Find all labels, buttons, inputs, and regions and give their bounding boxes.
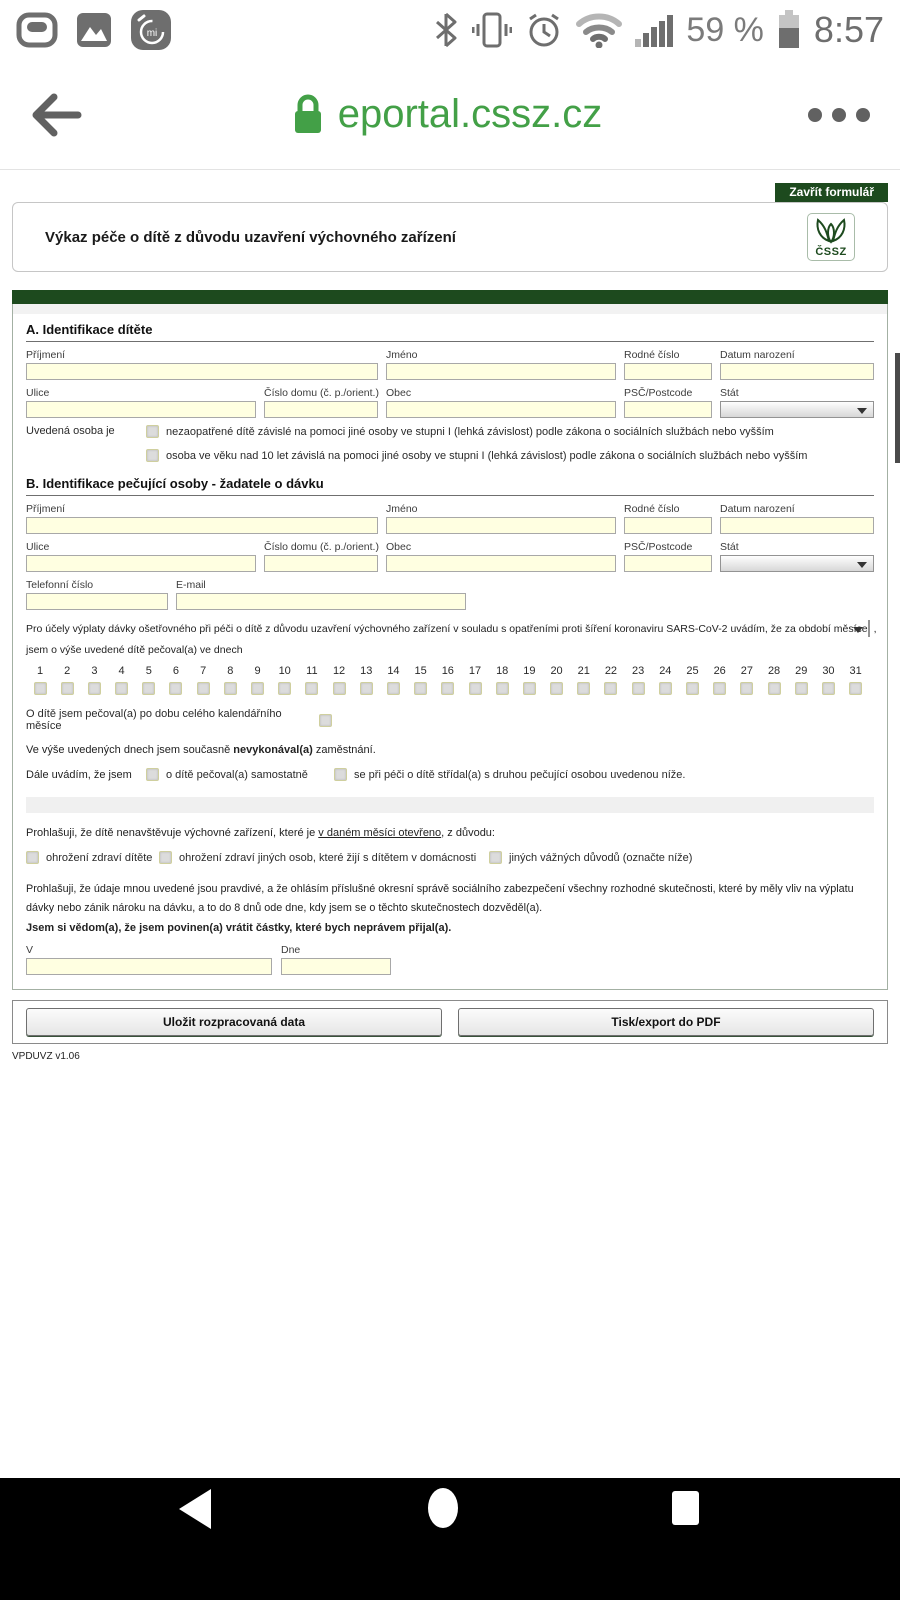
- no-work-suffix: zaměstnání.: [312, 744, 376, 756]
- checkbox-day-6[interactable]: [169, 682, 182, 695]
- day-number-27: 27: [740, 665, 753, 677]
- url-field[interactable]: [86, 92, 808, 137]
- label-email: E-mail: [176, 579, 206, 591]
- select-stat-a[interactable]: [720, 401, 874, 418]
- section-b-heading: B. Identifikace pečující osoby - žadatele o dávku: [26, 476, 874, 496]
- status-bar: [0, 0, 900, 60]
- checkbox-day-11[interactable]: [305, 682, 318, 695]
- label-prijmeni-b: Příjmení: [26, 503, 66, 515]
- clock-text: 8:57: [813, 9, 884, 50]
- day-number-18: 18: [496, 665, 509, 677]
- input-psc-b[interactable]: [624, 555, 712, 572]
- reason-option-2-label: ohrožení zdraví jiných osob, které žijí s dítětem v domácnosti: [179, 851, 477, 864]
- day-number-29: 29: [795, 665, 808, 677]
- checkbox-jinych-vaznych-duvodu[interactable]: [489, 851, 502, 864]
- label-obec-b: Obec: [386, 541, 412, 553]
- day-number-6: 6: [172, 665, 179, 677]
- care-period-intro-text: Pro účely výplaty dávky ošetřovného při péči o dítě z důvodu uzavření výchovného zařízení v souladu s opatřeními proti šíření koronaviru SARS-CoV-2 uvádím, že za období měsíce: [26, 622, 868, 635]
- checkbox-day-21[interactable]: [577, 682, 590, 695]
- label-rodne-cislo-a: Rodné číslo: [624, 349, 680, 361]
- input-dne[interactable]: [281, 958, 391, 975]
- label-jmeno-a: Jméno: [386, 349, 418, 361]
- day-number-9: 9: [254, 665, 261, 677]
- checkbox-stridal-s-druhou-osobou[interactable]: [334, 768, 347, 781]
- day-number-14: 14: [387, 665, 400, 677]
- gallery-notification-icon: [76, 12, 112, 48]
- day-number-12: 12: [332, 665, 346, 677]
- day-number-3: 3: [91, 665, 98, 677]
- label-stat-a: Stát: [720, 387, 739, 399]
- input-cislo-domu-a[interactable]: [264, 401, 378, 418]
- label-datum-narozeni-b: Datum narození: [720, 503, 795, 515]
- care-period-comma: ,: [873, 622, 877, 635]
- bluetooth-icon: [433, 11, 459, 49]
- checkbox-day-9[interactable]: [251, 682, 264, 695]
- no-work-bold: nevykonával(a): [233, 744, 313, 756]
- day-number-17: 17: [468, 665, 482, 677]
- page-scrollbar[interactable]: [895, 353, 900, 463]
- label-dne: Dne: [281, 943, 301, 956]
- day-number-31: 31: [849, 665, 862, 677]
- days-grid: [28, 665, 868, 695]
- whole-month-label: O dítě jsem pečoval(a) po dobu celého kalendářního měsíce: [26, 708, 282, 732]
- label-psc-b: PSČ/Postcode: [624, 541, 693, 553]
- day-number-10: 10: [278, 665, 291, 677]
- input-rodne-cislo-a[interactable]: [624, 363, 712, 380]
- vibrate-icon: [472, 11, 512, 49]
- reason-option-1-label: ohrožení zdraví dítěte: [46, 851, 153, 864]
- input-psc-a[interactable]: [624, 401, 712, 418]
- form-version-text: VPDUVZ v1.06: [12, 1050, 80, 1062]
- label-prijmeni-a: Příjmení: [26, 349, 66, 361]
- day-number-8: 8: [227, 665, 234, 677]
- checkbox-ohrozeni-zdravi-ditete[interactable]: [26, 851, 39, 864]
- checkbox-nezaopatrene-dite[interactable]: [146, 425, 159, 438]
- label-v: V: [26, 943, 34, 956]
- care-period-line2: jsem o výše uvedené dítě pečoval(a) ve dnech: [26, 644, 243, 656]
- checkbox-day-12[interactable]: [333, 682, 346, 695]
- checkbox-day-17[interactable]: [469, 682, 482, 695]
- input-datum-narozeni-b[interactable]: [720, 517, 874, 534]
- cssz-tulip-icon: [812, 218, 850, 246]
- day-number-24: 24: [659, 665, 672, 677]
- page-content: [0, 170, 900, 1062]
- no-work-prefix: Ve výše uvedených dnech jsem současně: [26, 744, 234, 756]
- android-navigation-bar: [0, 1478, 900, 1600]
- form-header-bar: [12, 290, 888, 304]
- checkbox-day-10[interactable]: [278, 682, 291, 695]
- checkbox-day-29[interactable]: [795, 682, 808, 695]
- reason-statement: [26, 827, 874, 839]
- day-number-13: 13: [360, 665, 373, 677]
- label-ulice-b: Ulice: [26, 541, 50, 553]
- mi-fit-notification-icon: [130, 9, 172, 51]
- day-number-5: 5: [145, 665, 152, 677]
- section-a-heading: A. Identifikace dítěte: [26, 322, 874, 342]
- browser-address-bar: [0, 60, 900, 170]
- reason-prefix: Prohlašuji, že dítě nenavštěvuje výchovné zařízení, které je: [26, 827, 319, 839]
- alarm-icon: [525, 11, 563, 49]
- checkbox-day-28[interactable]: [768, 682, 781, 695]
- actions-bar: [12, 1000, 888, 1044]
- checkbox-day-14[interactable]: [387, 682, 400, 695]
- url-text: eportal.cssz.cz: [337, 92, 603, 136]
- day-number-1: 1: [36, 665, 44, 677]
- print-export-pdf-button[interactable]: Tisk/export do PDF: [458, 1008, 874, 1036]
- save-draft-button[interactable]: Uložit rozpracovaná data: [26, 1008, 442, 1036]
- no-work-statement: [26, 744, 874, 756]
- select-month[interactable]: [868, 620, 870, 637]
- final-declaration-text: Prohlašuji, že údaje mnou uvedené jsou pravdivé, a že ohlásím příslušné okresní správě sociálního zabezpečení všechny rozhodné skutečnosti, které by měly vliv na výplatu dávky nebo zánik nároku na dávku, a to do 8 dnů ode dne, kdy jsem se o těchto skutečnostech dozvěděl(a).: [26, 883, 854, 914]
- checkbox-day-13[interactable]: [360, 682, 373, 695]
- checkbox-day-27[interactable]: [740, 682, 753, 695]
- input-v[interactable]: [26, 958, 272, 975]
- checkbox-day-3[interactable]: [88, 682, 101, 695]
- checkbox-day-2[interactable]: [61, 682, 74, 695]
- form-body: [12, 304, 888, 990]
- nav-recents-icon[interactable]: [672, 1491, 699, 1525]
- label-rodne-cislo-b: Rodné číslo: [624, 503, 680, 515]
- input-telefon[interactable]: [26, 593, 168, 610]
- select-stat-b[interactable]: [720, 555, 874, 572]
- day-number-21: 21: [577, 665, 590, 677]
- input-rodne-cislo-b[interactable]: [624, 517, 712, 534]
- checkbox-day-7[interactable]: [197, 682, 210, 695]
- collapsed-section-band: [26, 797, 874, 813]
- reason-option-3-label: jiných vážných důvodů (označte níže): [509, 851, 693, 864]
- input-obec-a[interactable]: [386, 401, 616, 418]
- checkbox-day-20[interactable]: [550, 682, 563, 695]
- input-ulice-b[interactable]: [26, 555, 256, 572]
- day-number-25: 25: [686, 665, 699, 677]
- input-datum-narozeni-a[interactable]: [720, 363, 874, 380]
- checkbox-day-4[interactable]: [115, 682, 128, 695]
- checkbox-day-19[interactable]: [523, 682, 536, 695]
- label-ulice-a: Ulice: [26, 387, 50, 399]
- checkbox-whole-month[interactable]: [319, 714, 332, 727]
- day-number-16: 16: [441, 665, 454, 677]
- browser-menu-icon[interactable]: [808, 108, 870, 122]
- reason-underlined-text: v daném měsíci otevřeno: [318, 827, 442, 839]
- label-jmeno-b: Jméno: [386, 503, 418, 515]
- notification-app-icon: [16, 12, 58, 48]
- lock-icon: [292, 94, 324, 136]
- label-psc-a: PSČ/Postcode: [624, 387, 693, 399]
- checkbox-day-16[interactable]: [441, 682, 454, 695]
- label-stat-b: Stát: [720, 541, 739, 553]
- checkbox-day-23[interactable]: [632, 682, 645, 695]
- checkbox-day-18[interactable]: [496, 682, 509, 695]
- reason-suffix: , z důvodu:: [441, 827, 495, 839]
- checkbox-day-1[interactable]: [34, 682, 47, 695]
- checkbox-day-25[interactable]: [686, 682, 699, 695]
- wifi-icon: [576, 12, 622, 48]
- day-number-2: 2: [64, 665, 71, 677]
- day-number-28: 28: [767, 665, 781, 677]
- nav-home-icon[interactable]: [428, 1488, 458, 1528]
- battery-icon: [777, 10, 801, 50]
- checkbox-osoba-nad-10-let[interactable]: [146, 449, 159, 462]
- input-jmeno-b[interactable]: [386, 517, 616, 534]
- form-title-card: [12, 202, 888, 272]
- cssz-logo-text: ČSSZ: [815, 246, 847, 258]
- checkbox-day-5[interactable]: [142, 682, 155, 695]
- input-email[interactable]: [176, 593, 466, 610]
- day-number-7: 7: [200, 665, 207, 677]
- checkbox-day-22[interactable]: [604, 682, 617, 695]
- day-number-4: 4: [118, 665, 125, 677]
- day-number-15: 15: [414, 665, 427, 677]
- input-prijmeni-b[interactable]: [26, 517, 378, 534]
- checkbox-day-26[interactable]: [713, 682, 726, 695]
- signal-icon: [635, 13, 673, 47]
- svg-text:mi: mi: [146, 28, 158, 39]
- dale-option-1-label: o dítě pečoval(a) samostatně: [166, 768, 308, 781]
- uvedena-option-2-label: osoba ve věku nad 10 let závislá na pomoci jiné osoby ve stupni I (lehká závislost) podle zákona o sociálních službách nebo vyšším: [166, 449, 808, 462]
- checkbox-day-31[interactable]: [849, 682, 862, 695]
- close-form-button[interactable]: Zavřít formulář: [775, 183, 888, 202]
- checkbox-day-24[interactable]: [659, 682, 672, 695]
- nav-back-icon[interactable]: [179, 1489, 211, 1529]
- input-obec-b[interactable]: [386, 555, 616, 572]
- checkbox-ohrozeni-zdravi-jinych-osob[interactable]: [159, 851, 172, 864]
- checkbox-pecoval-samostatne[interactable]: [146, 768, 159, 781]
- day-number-26: 26: [713, 665, 726, 677]
- input-cislo-domu-b[interactable]: [264, 555, 378, 572]
- dale-option-2-label: se při péči o dítě střídal(a) s druhou pečující osobou uvedenou níže.: [354, 768, 686, 781]
- label-telefon: Telefonní číslo: [26, 579, 94, 591]
- label-datum-narozeni-a: Datum narození: [720, 349, 795, 361]
- label-cislo-domu-b: Číslo domu (č. p./orient.): [264, 541, 379, 553]
- day-number-22: 22: [604, 665, 618, 677]
- dale-label: Dále uvádím, že jsem: [26, 768, 132, 781]
- uvedena-osoba-label: Uvedená osoba je: [26, 425, 115, 437]
- label-cislo-domu-a: Číslo domu (č. p./orient.): [264, 387, 379, 399]
- label-obec-a: Obec: [386, 387, 412, 399]
- cssz-logo: [807, 213, 855, 261]
- uvedena-option-1-label: nezaopatřené dítě závislé na pomoci jiné osoby ve stupni I (lehká závislost) podle zákona o sociálních službách nebo vyšším: [166, 425, 774, 438]
- battery-percent-text: 59 %: [686, 10, 764, 49]
- checkbox-day-30[interactable]: [822, 682, 835, 695]
- browser-back-icon[interactable]: [30, 87, 86, 143]
- day-number-19: 19: [523, 665, 536, 677]
- day-number-11: 11: [306, 665, 318, 677]
- form-top-strip: [13, 304, 887, 314]
- day-number-23: 23: [632, 665, 645, 677]
- day-number-20: 20: [550, 665, 563, 677]
- day-number-30: 30: [822, 665, 835, 677]
- final-declaration-bold-text: Jsem si vědom(a), že jsem povinen(a) vrátit částky, které bych neprávem přijal(a).: [26, 921, 452, 934]
- input-prijmeni-a[interactable]: [26, 363, 378, 380]
- checkbox-day-8[interactable]: [224, 682, 237, 695]
- checkbox-day-15[interactable]: [414, 682, 427, 695]
- input-ulice-a[interactable]: [26, 401, 256, 418]
- form-title: Výkaz péče o dítě z důvodu uzavření výchovného zařízení: [45, 228, 456, 246]
- input-jmeno-a[interactable]: [386, 363, 616, 380]
